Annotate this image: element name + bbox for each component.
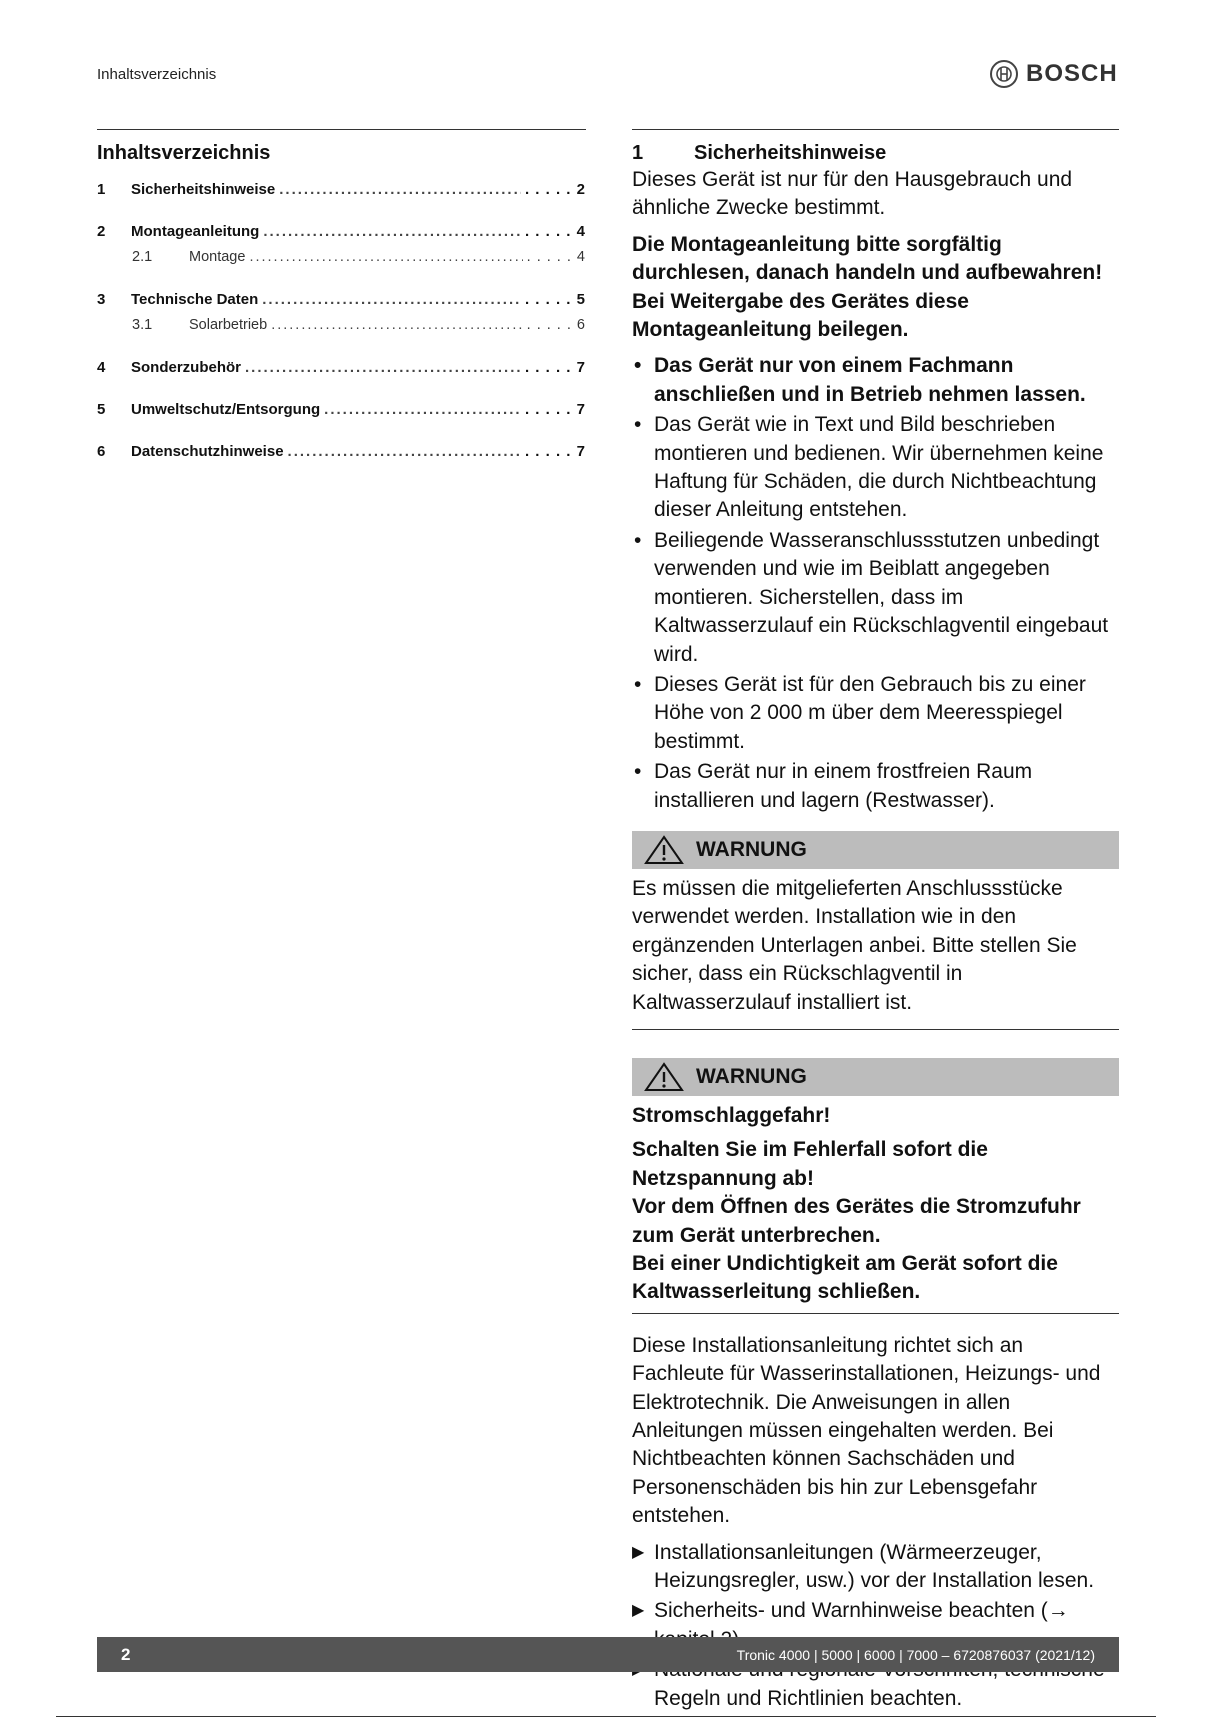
- toc-entry-page: . . . . . 7: [524, 443, 586, 460]
- warning-label: WARNUNG: [696, 837, 807, 861]
- safety-bullet-list: [632, 352, 1119, 815]
- brand-name: BOSCH: [1026, 60, 1118, 87]
- toc-entry-number: 4: [97, 359, 106, 376]
- arrow-right-icon: ▶: [632, 1602, 645, 1620]
- toc-entry-page: . . . . . 2: [524, 181, 586, 198]
- list-item: ▶ Installationsanleitungen (Wärmeerzeuger, Heizungsregler, usw.) vor der Installation lesen.: [632, 1540, 1095, 1593]
- audience-paragraph: Diese Installationsanleitung richtet sich an Fachleute für Wasserinstallationen, Heizungs- und Elektrotechnik. Die Anweisungen in allen Anleitungen müssen eingehalten werden. Bei Nichtbeachten können Sachschäden und Personenschäden bis hin zur Lebensgefahr entstehen.: [632, 1333, 1101, 1528]
- warning-header: [632, 1058, 1119, 1096]
- list-item: ▶ Sicherheits- und Warnhinweise beachten (→: [632, 1597, 1119, 1654]
- list-item: • Beiliegende Wasseranschlussstutzen unbedingt verwenden und wie im Beiblatt angegeben montieren. Sicherstellen, dass im Kaltwasserzulauf ein Rückschlagventil eingebaut wird.: [634, 528, 1109, 666]
- table-of-contents: [97, 129, 586, 469]
- toc-entry-page: . . . . . 7: [524, 359, 586, 376]
- bullet-marker: •: [634, 672, 642, 696]
- warning-line: Schalten Sie im Fehlerfall sofort die Netzspannung ab!: [632, 1138, 988, 1190]
- bullet-marker: •: [634, 413, 642, 437]
- warning-body: [632, 869, 1119, 1030]
- section-number: 1: [632, 142, 644, 164]
- document-info: Tronic 4000 | 5000 | 6000 | 7000 – 6720876037 (2021/12): [736, 1646, 1095, 1663]
- toc-entry[interactable]: [97, 359, 586, 385]
- bold-instruction: Die Montageanleitung bitte sorgfältig durchlesen, danach handeln und aufbewahren! Bei Weitergabe des Gerätes diese Montageanleitung beilegen.: [632, 232, 1103, 342]
- toc-entry-number: 6: [97, 443, 106, 460]
- warning-box: [632, 831, 1119, 1030]
- toc-leader-dots: [249, 249, 522, 265]
- toc-entry[interactable]: [97, 181, 586, 207]
- warning-heading: Stromschlaggefahr!: [632, 1103, 831, 1127]
- page-number: 2: [121, 1644, 131, 1664]
- bosch-logo-icon: [990, 60, 1018, 88]
- warning-text: Es müssen die mitgelieferten Anschlussstücke verwendet werden. Installation wie in den ergänzenden Unterlagen anbei. Bitte stellen Sie sicher, dass ein Rückschlagventil in Kaltwasserzulauf installiert ist.: [632, 876, 1077, 1014]
- section-heading: [632, 140, 1119, 166]
- list-item: • Dieses Gerät ist für den Gebrauch bis zu einer Höhe von 2 000 m über dem Meeresspiegel bestimmt.: [634, 672, 1086, 753]
- toc-entry[interactable]: [97, 291, 586, 317]
- toc-leader-dots: [245, 359, 521, 376]
- toc-leader-dots: [271, 317, 522, 333]
- list-item: • Das Gerät wie in Text und Bild beschrieben montieren und bedienen. Wir übernehmen keine Haftung für Schäden, die durch Nichtbeachtung dieser Anleitung entstehen.: [634, 413, 1104, 522]
- toc-subentry[interactable]: [97, 249, 586, 275]
- toc-entry-title: Technische Daten: [131, 291, 259, 308]
- toc-leader-dots: [262, 291, 521, 308]
- warning-triangle-icon: [644, 1062, 684, 1092]
- toc-leader-dots: [288, 443, 521, 460]
- running-header: Inhaltsverzeichnis: [97, 66, 217, 83]
- toc-title: Inhaltsverzeichnis: [97, 142, 271, 164]
- toc-entry-title: Sonderzubehör: [131, 359, 242, 376]
- list-item: Regeln und Richtlinien beachten.: [632, 1656, 1119, 1713]
- intro-paragraph: Dieses Gerät ist nur für den Hausgebrauch und ähnliche Zwecke bestimmt.: [632, 168, 1073, 220]
- bottom-divider: [56, 1716, 1156, 1717]
- toc-leader-dots: [279, 181, 521, 198]
- toc-entry[interactable]: [97, 401, 586, 427]
- toc-entry-title: Datenschutzhinweise: [131, 443, 284, 460]
- list-item: • Das Gerät nur von einem Fachmann anschließen und in Betrieb nehmen lassen.: [634, 354, 1086, 406]
- instruction-steps: [632, 1539, 1119, 1713]
- bullet-marker: •: [634, 760, 642, 784]
- section-title: Sicherheitshinweise: [694, 142, 887, 164]
- warning-box: [632, 1058, 1119, 1314]
- toc-entry-number: 2: [97, 223, 106, 240]
- list-item: • Das Gerät nur in einem frostfreien Raum installieren und lagern (Restwasser).: [634, 760, 1033, 812]
- toc-entry-title: Umweltschutz/Entsorgung: [131, 401, 321, 418]
- toc-entry-page: . . . . . 4: [526, 249, 586, 265]
- toc-entry-page: . . . . . 4: [524, 223, 586, 240]
- toc-entry[interactable]: [97, 443, 586, 469]
- bullet-marker: •: [634, 528, 642, 552]
- toc-entry-number: 3: [97, 291, 106, 308]
- toc-entry-title: Montage: [189, 249, 246, 265]
- toc-subentry[interactable]: [97, 317, 586, 343]
- warning-line: Vor dem Öffnen des Gerätes die Stromzufuhr zum Gerät unterbrechen.: [632, 1195, 1081, 1247]
- toc-entry-page: . . . . . 5: [524, 291, 586, 308]
- safety-section: [632, 129, 1119, 1715]
- warning-label: WARNUNG: [696, 1064, 807, 1088]
- warning-line: Bei einer Undichtigkeit am Gerät sofort die Kaltwasserleitung schließen.: [632, 1252, 1058, 1304]
- toc-entry-number: 1: [97, 181, 106, 198]
- warning-header: [632, 831, 1119, 869]
- bullet-marker: •: [634, 354, 642, 378]
- warning-body: [632, 1096, 1119, 1314]
- toc-leader-dots: [263, 223, 521, 240]
- arrow-right-icon: ▶: [632, 1543, 645, 1561]
- page-footer: [97, 1637, 1119, 1672]
- toc-entry-title: Montageanleitung: [131, 223, 260, 240]
- toc-entry-page: . . . . . 6: [526, 317, 586, 333]
- toc-entry-title: Solarbetrieb: [189, 317, 268, 333]
- toc-entry[interactable]: [97, 223, 586, 249]
- toc-entry-page: . . . . . 7: [524, 401, 586, 418]
- warning-triangle-icon: [644, 835, 684, 865]
- brand-logo: [990, 60, 1118, 88]
- toc-leader-dots: [324, 401, 521, 418]
- toc-entry-number: 2.1: [132, 249, 153, 265]
- toc-entry-number: 3.1: [132, 317, 153, 333]
- toc-entry-title: Sicherheitshinweise: [131, 181, 276, 198]
- toc-entry-number: 5: [97, 401, 106, 418]
